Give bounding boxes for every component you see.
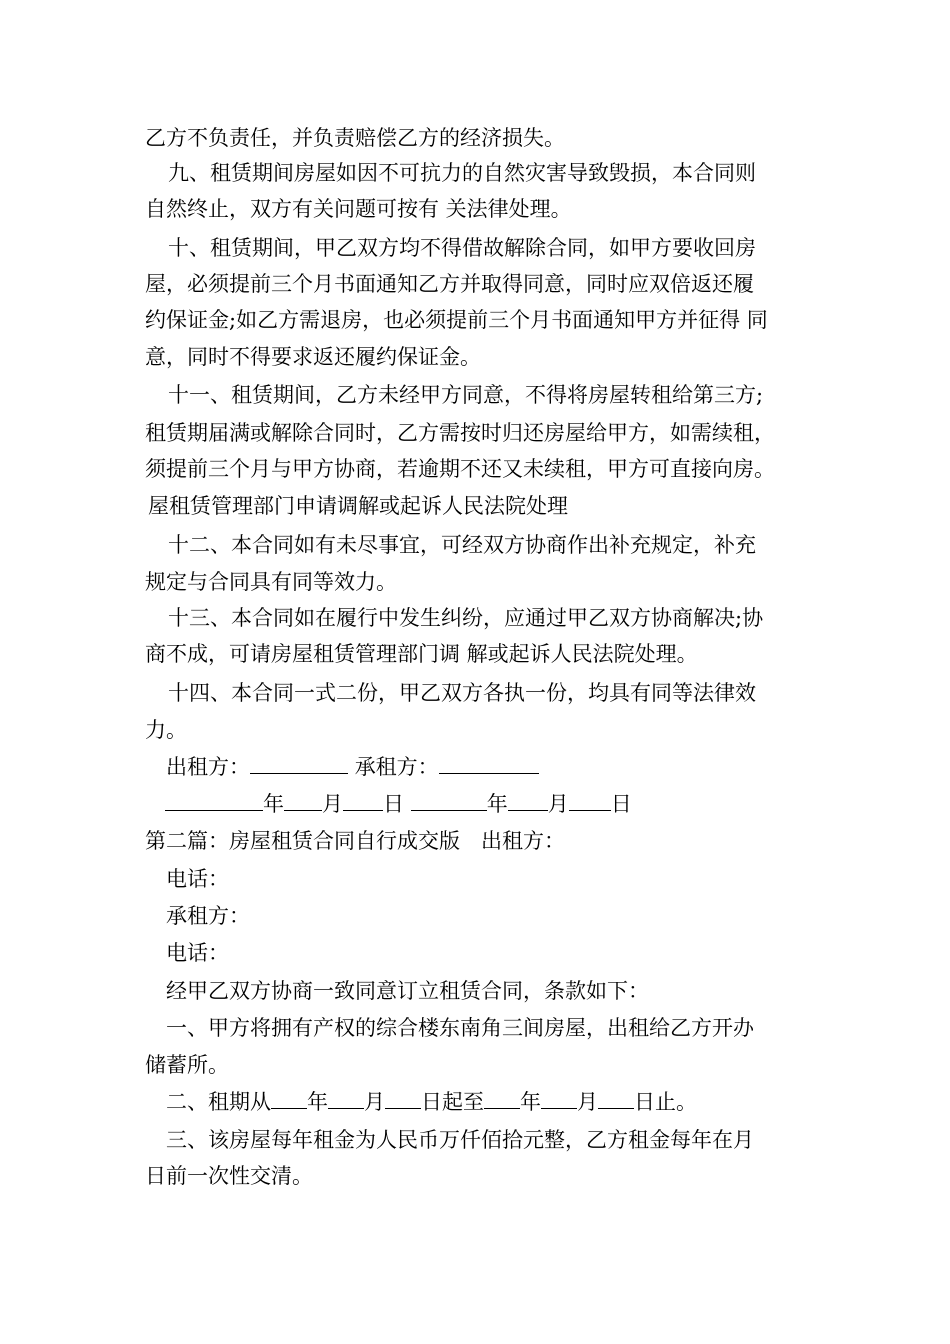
- date-blank: [411, 790, 487, 811]
- month-unit: 月: [547, 792, 569, 816]
- text-line: 十一、租赁期间，乙方未经甲方同意，不得将房屋转租给第三方;: [168, 383, 764, 407]
- lessee-label: 承租方：: [354, 755, 439, 779]
- term-blank: [484, 1088, 520, 1109]
- day-unit: 日: [421, 1090, 442, 1114]
- text-line: 日前一次性交清。: [145, 1164, 313, 1188]
- date-line: [165, 790, 632, 818]
- text-line: 经甲乙双方协商一致同意订立租赁合同，条款如下：: [166, 979, 649, 1003]
- text-line: 储蓄所。: [145, 1053, 229, 1077]
- text-line: 意，同时不得要求返还履约保证金。: [145, 345, 481, 369]
- year-unit: 年: [263, 792, 284, 816]
- term-line: [166, 1088, 697, 1116]
- section-title: 第二篇：房屋租赁合同自行成交版 出租方：: [145, 829, 565, 853]
- month-unit: 月: [577, 1090, 598, 1114]
- text-line: 一、甲方将拥有产权的综合楼东南角三间房屋，出租给乙方开办: [166, 1016, 754, 1040]
- text-line: 电话：: [166, 941, 229, 965]
- lessee-blank: [439, 753, 539, 774]
- term-suffix: 止。: [655, 1090, 697, 1114]
- text-line: 承租方：: [166, 904, 250, 928]
- text-line: 三、该房屋每年租金为人民币万仟佰拾元整，乙方租金每年在月: [166, 1128, 754, 1152]
- date-blank: [569, 790, 611, 811]
- text-line: 规定与合同具有同等效力。: [145, 570, 397, 594]
- lessor-blank: [250, 753, 348, 774]
- term-blank: [385, 1088, 421, 1109]
- text-line: 屋，必须提前三个月书面通知乙方并取得同意，同时应双倍返还履: [145, 272, 754, 296]
- date-blank: [508, 790, 548, 811]
- text-line: 十二、本合同如有未尽事宜，可经双方协商作出补充规定，补充: [168, 533, 756, 557]
- date-blank: [284, 790, 322, 811]
- text-line: 乙方不负责任，并负责赔偿乙方的经济损失。: [145, 126, 565, 150]
- date-blank: [343, 790, 383, 811]
- term-from: 起至: [442, 1090, 484, 1114]
- text-line: 须提前三个月与甲方协商，若逾期不还又未续租，甲方可直接向房。: [145, 457, 775, 481]
- term-blank: [328, 1088, 364, 1109]
- year-unit: 年: [520, 1090, 541, 1114]
- year-unit: 年: [307, 1090, 328, 1114]
- text-line: 商不成，可请房屋租赁管理部门调 解或起诉人民法院处理。: [145, 642, 698, 666]
- term-blank: [541, 1088, 577, 1109]
- signature-line: [166, 753, 539, 781]
- term-prefix: 二、租期从: [166, 1090, 271, 1114]
- text-line: 自然终止，双方有关问题可按有 关法律处理。: [145, 197, 572, 221]
- month-unit: 月: [364, 1090, 385, 1114]
- text-line: 十四、本合同一式二份，甲乙双方各执一份，均具有同等法律效: [168, 681, 756, 705]
- text-line: 约保证金;如乙方需退房，也必须提前三个月书面通知甲方并征得 同: [145, 308, 768, 332]
- day-unit: 日: [634, 1090, 655, 1114]
- day-unit: 日: [383, 792, 404, 816]
- year-unit: 年: [486, 792, 508, 816]
- text-line: 屋租赁管理部门申请调解或起诉人民法院处理: [148, 494, 568, 518]
- lessor-label: 出租方：: [166, 755, 250, 779]
- date-blank: [165, 790, 263, 811]
- text-line: 租赁期届满或解除合同时，乙方需按时归还房屋给甲方，如需续租，: [145, 421, 775, 445]
- text-line: 十三、本合同如在履行中发生纠纷，应通过甲乙双方协商解决;协: [168, 606, 764, 630]
- text-line: 九、租赁期间房屋如因不可抗力的自然灾害导致毁损，本合同则: [168, 161, 756, 185]
- month-unit: 月: [322, 792, 343, 816]
- term-blank: [598, 1088, 634, 1109]
- text-line: 电话：: [166, 867, 229, 891]
- text-line: 力。: [145, 718, 187, 742]
- text-line: 十、租赁期间，甲乙双方均不得借故解除合同，如甲方要收回房: [168, 236, 756, 260]
- term-blank: [271, 1088, 307, 1109]
- day-unit: 日: [610, 792, 632, 816]
